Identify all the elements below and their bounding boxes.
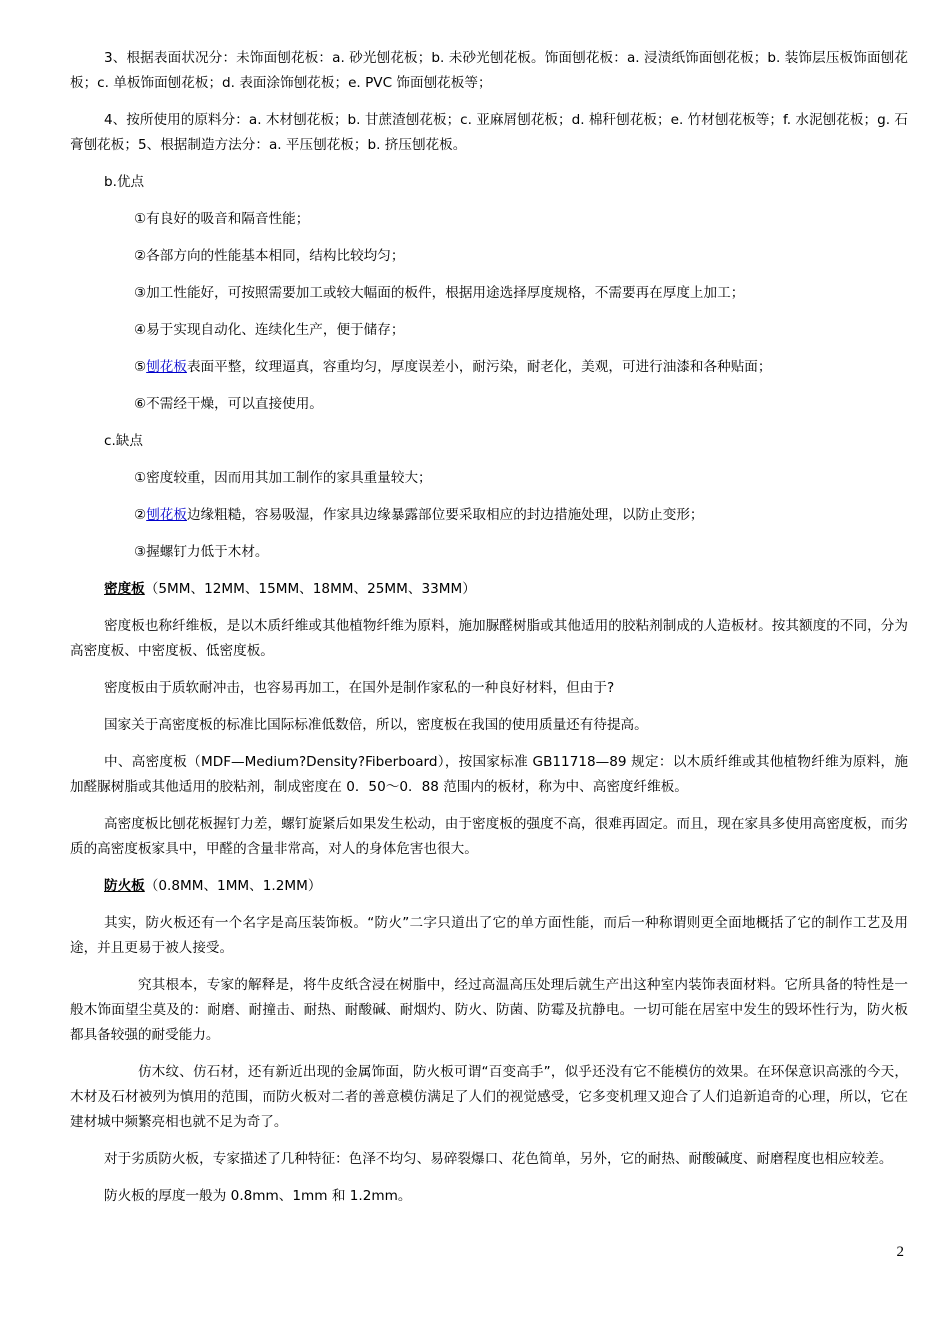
advantage-item-1: ①有良好的吸音和隔音性能； bbox=[134, 211, 310, 227]
advantage-item-5-prefix: ⑤ bbox=[134, 359, 147, 375]
advantage-item-4: ④易于实现自动化、连续化生产，便于储存； bbox=[134, 322, 405, 338]
particleboard-link-2[interactable]: 刨花板 bbox=[146, 507, 187, 523]
document-page bbox=[70, 46, 908, 1221]
section-heading-fireproof bbox=[70, 874, 908, 899]
disadvantage-item-2-text: 边缘粗糙，容易吸湿，作家具边缘暴露部位要采取相应的封边措施处理，以防止变形； bbox=[186, 507, 704, 523]
mdf-paragraph-5: 高密度板比刨花板握钉力差，螺钉旋紧后如果发生松动，由于密度板的强度不高，很难再固定。而且，现在家具多使用高密度板，而劣质的高密度板家具中，甲醛的含量非常高，对人的身体危害也很大。 bbox=[70, 816, 908, 857]
mdf-paragraph-2: 密度板由于质软耐冲击，也容易再加工，在国外是制作家私的一种良好材料，但由于? bbox=[104, 680, 615, 696]
paragraph-surface-classification: 3、根据表面状况分：未饰面刨花板：a. 砂光刨花板；b. 未砂光刨花板。饰面刨花板：a. 浸渍纸饰面刨花板；b. 装饰层压板饰面刨花板；c. 单板饰面刨花板；d. 表面涂饰刨花板；e. PVC 饰面刨花板等； bbox=[70, 50, 908, 91]
disadvantage-item-2 bbox=[70, 503, 908, 528]
disadvantage-item-1: ①密度较重，因而用其加工制作的家具重量较大； bbox=[134, 470, 432, 486]
mdf-heading-sizes: （5MM、12MM、15MM、18MM、25MM、33MM） bbox=[144, 581, 476, 597]
advantage-item-5 bbox=[70, 355, 908, 380]
section-heading-mdf bbox=[70, 577, 908, 602]
fireproof-paragraph-3: 仿木纹、仿石材，还有新近出现的金属饰面，防火板可谓“百变高手”，似乎还没有它不能模仿的效果。在环保意识高涨的今天，木材及石材被列为慎用的范围，而防火板对二者的善意模仿满足了人们的视觉感受，它多变机理又迎合了人们追新追奇的心理，所以，它在建材城中频繁亮相也就不足为奇了。 bbox=[70, 1064, 908, 1130]
mdf-heading-title: 密度板 bbox=[104, 581, 145, 597]
fireproof-heading-sizes: （0.8MM、1MM、1.2MM） bbox=[144, 878, 322, 894]
mdf-paragraph-3: 国家关于高密度板的标准比国际标准低数倍，所以，密度板在我国的使用质量还有待提高。 bbox=[104, 717, 648, 733]
fireproof-paragraph-5: 防火板的厚度一般为 0.8mm、1mm 和 1.2mm。 bbox=[104, 1188, 412, 1204]
paragraph-material-classification: 4、按所使用的原料分：a. 木材刨花板；b. 甘蔗渣刨花板；c. 亚麻屑刨花板；d. 棉秆刨花板；e. 竹材刨花板等；f. 水泥刨花板；g. 石膏刨花板；5、根据制造方法分：a. 平压刨花板；b. 挤压刨花板。 bbox=[70, 112, 908, 153]
disadvantage-item-2-prefix: ② bbox=[134, 507, 147, 523]
page-number: 2 bbox=[896, 1244, 904, 1260]
section-title-advantages: b.优点 bbox=[104, 174, 145, 190]
advantage-item-5-text: 表面平整，纹理逼真，容重均匀，厚度误差小，耐污染，耐老化，美观，可进行油漆和各种贴面； bbox=[186, 359, 772, 375]
advantage-item-3: ③加工性能好，可按照需要加工或较大幅面的板件，根据用途选择厚度规格，不需要再在厚度上加工； bbox=[134, 285, 745, 301]
fireproof-heading-title: 防火板 bbox=[104, 878, 145, 894]
fireproof-paragraph-4: 对于劣质防火板，专家描述了几种特征：色泽不均匀、易碎裂爆口、花色简单，另外，它的耐热、耐酸碱度、耐磨程度也相应较差。 bbox=[104, 1151, 893, 1167]
fireproof-paragraph-2: 究其根本，专家的解释是，将牛皮纸含浸在树脂中，经过高温高压处理后就生产出这种室内装饰表面材料。它所具备的特性是一般木饰面望尘莫及的：耐磨、耐撞击、耐热、耐酸碱、耐烟灼、防火、防菌、防霉及抗静电。一切可能在居室中发生的毁坏性行为，防火板都具备较强的耐受能力。 bbox=[70, 977, 908, 1043]
particleboard-link[interactable]: 刨花板 bbox=[146, 359, 187, 375]
mdf-paragraph-1: 密度板也称纤维板，是以木质纤维或其他植物纤维为原料，施加脲醛树脂或其他适用的胶粘剂制成的人造板材。按其额度的不同，分为高密度板、中密度板、低密度板。 bbox=[70, 618, 908, 659]
mdf-paragraph-4: 中、高密度板（MDF—Medium?Density?Fiberboard），按国家标准 GB11718—89 规定：以木质纤维或其他植物纤维为原料，施加醛脲树脂或其他适用的胶粘剂，制成密度在 0．50～0．88 范围内的板材，称为中、高密度纤维板。 bbox=[70, 754, 908, 795]
section-title-disadvantages: c.缺点 bbox=[104, 433, 143, 449]
advantage-item-6: ⑥不需经干燥，可以直接使用。 bbox=[134, 396, 323, 412]
disadvantage-item-3: ③握螺钉力低于木材。 bbox=[134, 544, 269, 560]
advantage-item-2: ②各部方向的性能基本相同，结构比较均匀； bbox=[134, 248, 405, 264]
fireproof-paragraph-1: 其实，防火板还有一个名字是高压装饰板。“防火”二字只道出了它的单方面性能，而后一种称谓则更全面地概括了它的制作工艺及用途，并且更易于被人接受。 bbox=[70, 915, 908, 956]
